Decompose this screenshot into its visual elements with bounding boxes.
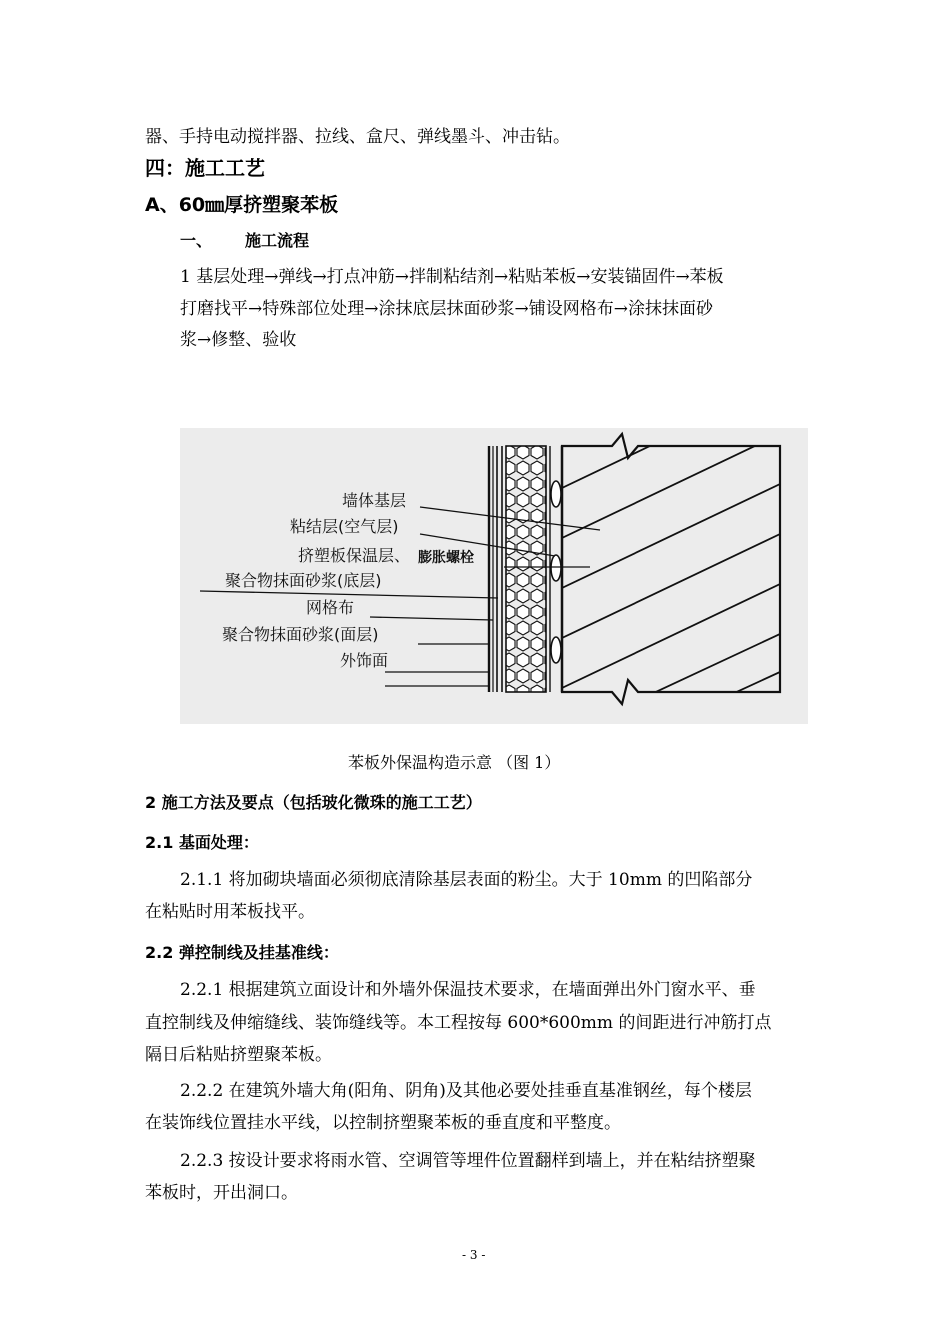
flow-line-3: 浆→修整、验收 [180, 330, 297, 350]
s21-line-2: 在粘贴时用苯板找平。 [145, 902, 315, 922]
insulation-diagram [180, 428, 808, 724]
label-face-mortar: 聚合物抹面砂浆(面层) [222, 625, 379, 644]
flow-heading-text: 施工流程 [245, 231, 310, 250]
s22-p1-line-3: 隔日后粘贴挤塑聚苯板。 [145, 1045, 332, 1065]
s22-title: 2.2 弹控制线及挂基准线： [145, 943, 339, 962]
flow-heading-number: 一、 [180, 231, 213, 250]
wall-hatch [562, 434, 780, 718]
flow-line-2: 打磨找平→特殊部位处理→涂抹底层抹面砂浆→铺设网格布→涂抹抹面砂 [180, 299, 713, 319]
s22-p3-line-1: 2.2.3 按设计要求将雨水管、空调管等埋件位置翻样到墙上，并在粘结挤塑聚 [180, 1151, 756, 1171]
section-title: 四：施工工艺 [145, 156, 265, 180]
s22-p2-line-1: 2.2.2 在建筑外墙大角(阳角、阴角)及其他必要处挂垂直基准钢丝，每个楼层 [180, 1081, 752, 1101]
s21-line-1: 2.1.1 将加砌块墙面必须彻底清除基层表面的粉尘。大于 10mm 的凹陷部分 [180, 870, 753, 890]
anchor-2 [551, 555, 561, 581]
s22-p2-line-2: 在装饰线位置挂水平线，以控制挤塑聚苯板的垂直度和平整度。 [145, 1113, 621, 1133]
label-adhesive: 粘结层(空气层) [290, 517, 399, 536]
intro-line: 器、手持电动搅拌器、拉线、盒尺、弹线墨斗、冲击钻。 [145, 127, 570, 147]
label-anchor: 膨胀螺栓 [418, 550, 474, 566]
s21-title: 2.1 基面处理： [145, 833, 259, 852]
label-base-mortar: 聚合物抹面砂浆(底层) [225, 571, 382, 590]
anchor-1 [551, 481, 561, 507]
figure-caption: 苯板外保温构造示意 （图 1） [348, 753, 561, 772]
subsection-title: A、60㎜厚挤塑聚苯板 [145, 194, 339, 216]
method-heading: 2 施工方法及要点（包括玻化微珠的施工工艺） [145, 793, 482, 812]
s22-p1-line-1: 2.2.1 根据建筑立面设计和外墙外保温技术要求，在墙面弹出外门窗水平、垂 [180, 980, 756, 1000]
xps-board [506, 446, 546, 692]
flow-line-1: 1 基层处理→弹线→打点冲筋→拌制粘结剂→粘贴苯板→安装锚固件→苯板 [180, 267, 724, 287]
anchor-3 [551, 637, 561, 663]
diagram-drawing [180, 428, 808, 724]
s22-p3-line-2: 苯板时，开出洞口。 [145, 1183, 298, 1203]
s22-p1-line-2: 直控制线及伸缩缝线、装饰缝线等。本工程按每 600*600mm 的间距进行冲筋打点 [145, 1013, 772, 1033]
page-number: - 3 - [462, 1248, 486, 1262]
label-finish: 外饰面 [340, 651, 389, 670]
wall-outline [562, 434, 780, 704]
label-insulation: 挤塑板保温层、 [298, 546, 411, 565]
label-wall-base: 墙体基层 [342, 491, 407, 510]
label-mesh: 网格布 [306, 598, 355, 617]
